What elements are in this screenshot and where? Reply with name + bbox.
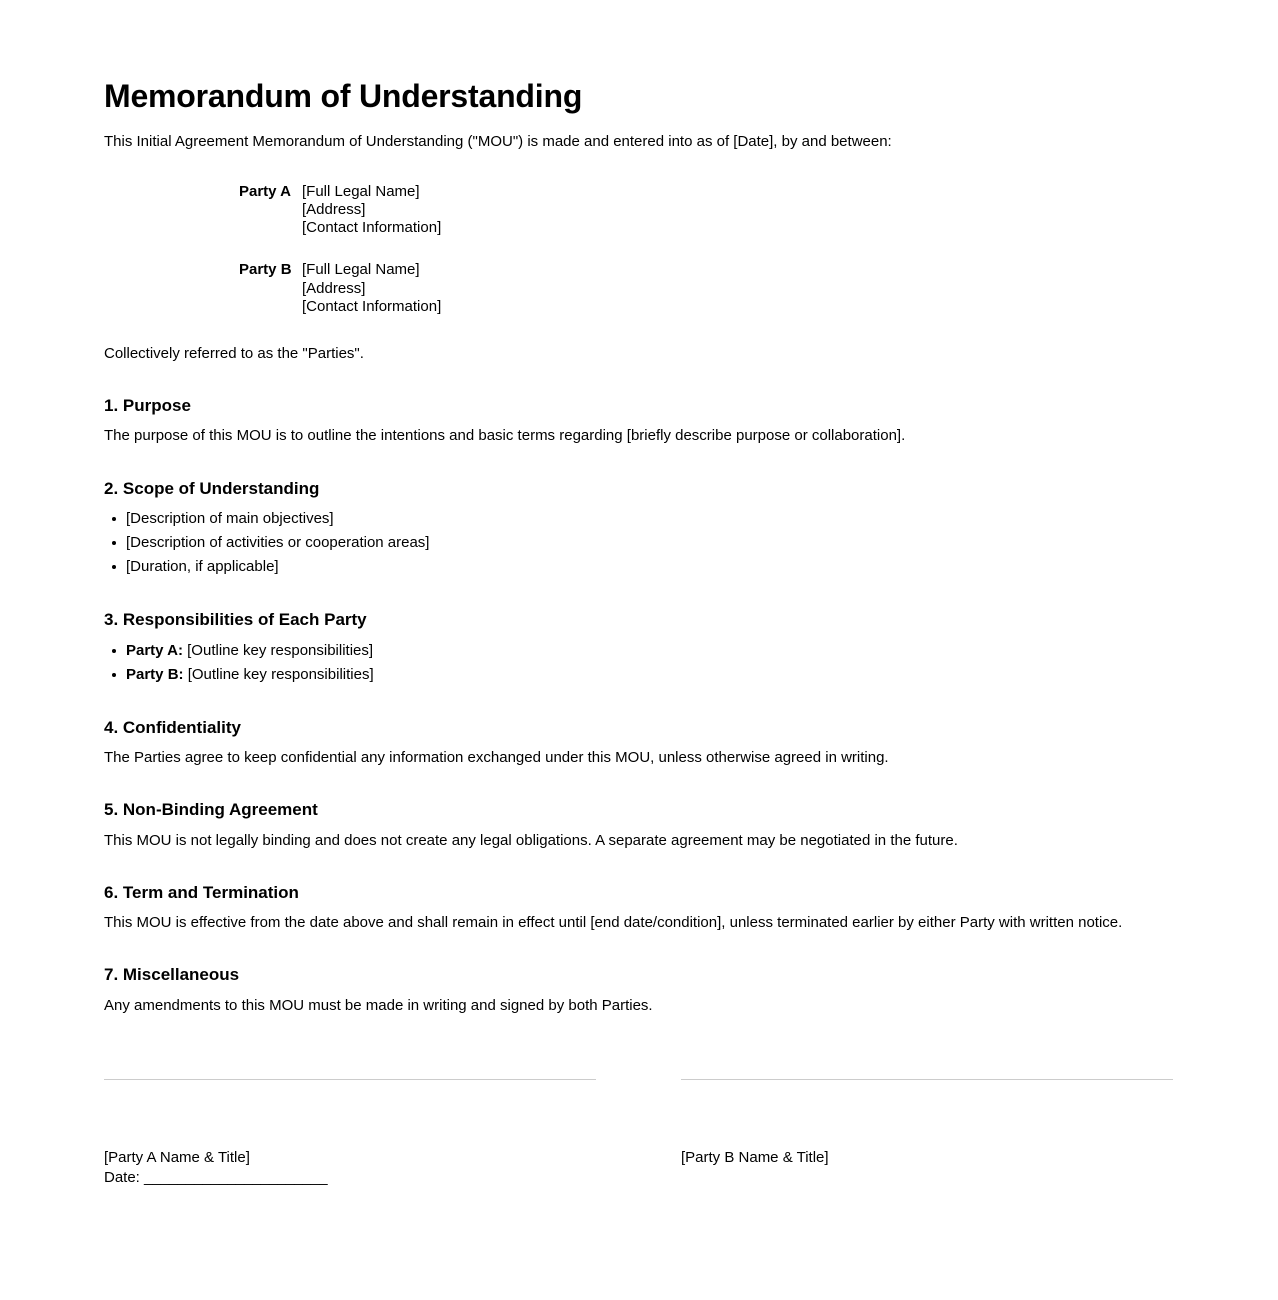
section-confidentiality-heading: 4. Confidentiality <box>104 717 241 737</box>
list-item <box>104 531 1173 555</box>
list-item-text: [Duration, if applicable] <box>126 558 279 576</box>
section-purpose-heading: 1. Purpose <box>104 396 191 416</box>
party-b-contact: [Contact Information] <box>302 298 442 316</box>
list-item <box>104 663 1173 687</box>
list-item <box>104 639 1173 663</box>
parties-block <box>104 183 1173 317</box>
party-b-details <box>302 261 441 316</box>
party-b-name: [Full Legal Name] <box>302 261 420 279</box>
section-miscellaneous-heading: 7. Miscellaneous <box>104 965 240 985</box>
scope-bullet-list <box>104 507 1173 579</box>
section-term-termination-heading: 6. Term and Termination <box>104 882 299 902</box>
signature-column-party-b <box>681 1079 1173 1187</box>
section-non-binding-heading: 5. Non-Binding Agreement <box>104 800 318 820</box>
collective-statement: Collectively referred to as the "Parties". <box>104 345 364 363</box>
section-non-binding-body: This MOU is not legally binding and does not create any legal obligations. A separate agreement may be negotiated in the future. <box>104 831 958 849</box>
section-term-termination <box>104 883 1173 935</box>
section-confidentiality-body: The Parties agree to keep confidential any information exchanged under this MOU, unless otherwise agreed in writing. <box>104 748 889 766</box>
list-item <box>104 555 1173 579</box>
section-term-termination-body: This MOU is effective from the date above and shall remain in effect until [end date/condition], unless terminated earlier by either Party with written notice. <box>104 914 1123 932</box>
list-item <box>104 507 1173 531</box>
party-a-details <box>302 183 441 238</box>
section-responsibilities-heading: 3. Responsibilities of Each Party <box>104 610 367 630</box>
list-item-lead: Party A: <box>126 641 183 659</box>
party-a-address: [Address] <box>302 200 366 218</box>
section-purpose <box>104 396 1173 448</box>
party-a-label: Party A <box>239 182 291 200</box>
list-item-lead: Party B: <box>126 665 184 683</box>
section-purpose-body: The purpose of this MOU is to outline the intentions and basic terms regarding [briefly describe purpose or collaboration]. <box>104 427 906 445</box>
list-item-text: [Description of activities or cooperation areas] <box>126 534 430 552</box>
signature-block <box>104 1079 1173 1187</box>
party-row <box>104 261 1173 316</box>
party-b-label: Party B <box>239 261 292 279</box>
list-item-text: [Outline key responsibilities] <box>182 641 374 659</box>
section-scope-heading: 2. Scope of Understanding <box>104 478 320 498</box>
signature-name-party-a: [Party A Name & Title] <box>104 1149 250 1167</box>
section-miscellaneous-body: Any amendments to this MOU must be made in writing and signed by both Parties. <box>104 996 653 1014</box>
signature-line-party-a <box>104 1079 596 1080</box>
party-b-address: [Address] <box>302 279 366 297</box>
section-responsibilities <box>104 610 1173 686</box>
intro-paragraph: This Initial Agreement Memorandum of Understanding ("MOU") is made and entered into as of [Date], by and between: <box>104 132 892 150</box>
list-item-text: [Description of main objectives] <box>126 510 334 528</box>
responsibilities-bullet-list <box>104 639 1173 687</box>
signature-date-party-a: Date: ______________________ <box>104 1168 328 1186</box>
section-confidentiality <box>104 718 1173 770</box>
section-scope <box>104 479 1173 579</box>
signature-name-party-b: [Party B Name & Title] <box>681 1149 829 1167</box>
party-a-name: [Full Legal Name] <box>302 182 420 200</box>
list-item-text: [Outline key responsibilities] <box>183 665 374 683</box>
signature-line-party-b <box>681 1079 1173 1080</box>
page-title: Memorandum of Understanding <box>104 78 583 114</box>
party-a-contact: [Contact Information] <box>302 219 442 237</box>
signature-column-party-a <box>104 1079 596 1187</box>
party-row <box>104 183 1173 238</box>
section-miscellaneous <box>104 965 1173 1017</box>
section-non-binding <box>104 800 1173 852</box>
